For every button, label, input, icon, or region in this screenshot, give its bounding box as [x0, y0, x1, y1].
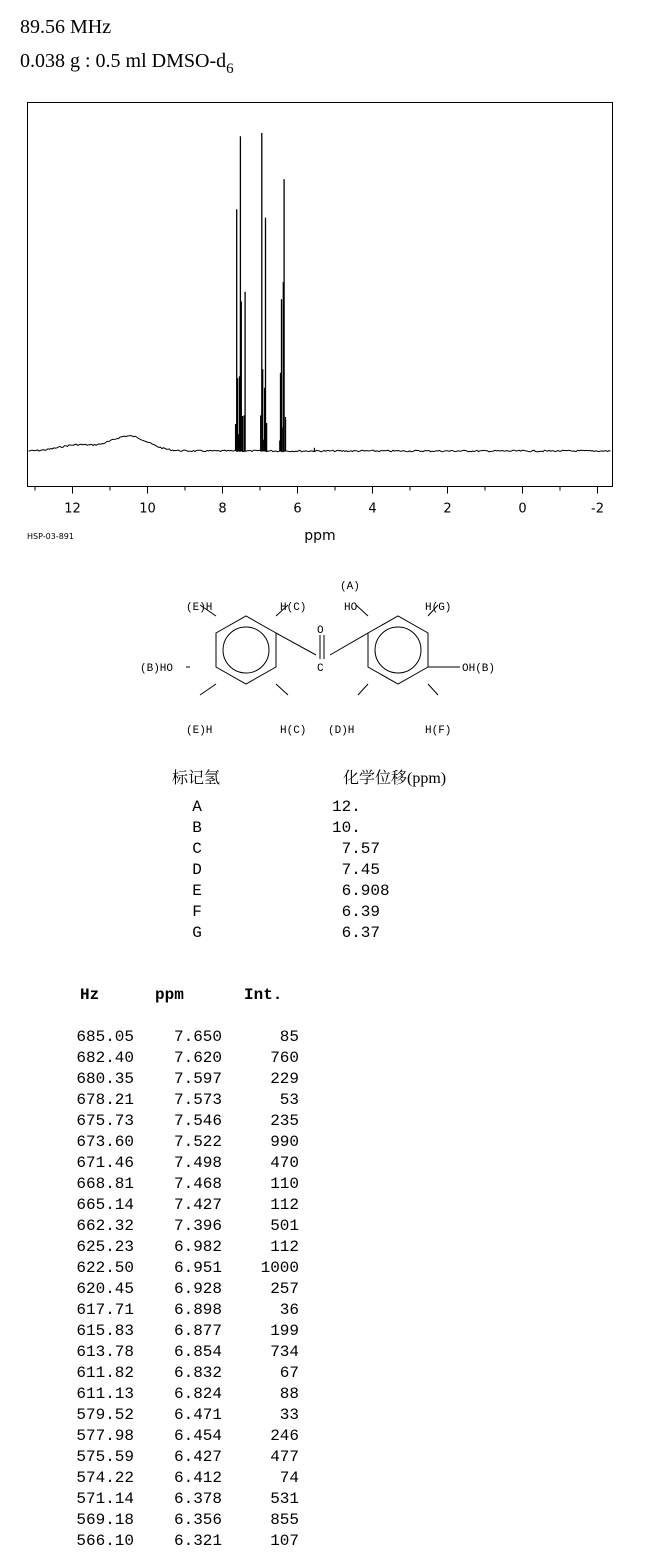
left-ring-aromatic-circle [223, 627, 269, 673]
right-benzene-ring [368, 616, 428, 684]
peak-intensity: 199 [270, 1322, 299, 1340]
peak-ppm: 7.498 [173, 1154, 222, 1172]
label-b-ho: (B)HO [140, 663, 174, 675]
label-oh-b: OH(B) [462, 663, 496, 675]
peak-intensity: 33 [279, 1406, 299, 1424]
peak-hz: 622.50 [76, 1259, 134, 1277]
peak-hz: 579.52 [76, 1406, 134, 1424]
x-axis-ticks [35, 487, 598, 494]
peak-ppm: 7.427 [173, 1196, 222, 1214]
spectrometer-frequency: 89.56 MHz [20, 16, 112, 38]
x-tick-label: 6 [293, 501, 302, 517]
peak-hz: 685.05 [76, 1028, 134, 1046]
peak-hz: 675.73 [76, 1112, 134, 1130]
peak-intensity: 112 [270, 1196, 299, 1214]
peak-ppm: 6.898 [173, 1301, 222, 1319]
peak-hz: 665.14 [76, 1196, 134, 1214]
peak-intensity: 229 [270, 1070, 299, 1088]
label-a: (A) [340, 581, 360, 593]
peak-hz: 625.23 [76, 1238, 134, 1256]
peak-ppm: 7.597 [173, 1070, 222, 1088]
peak-intensity: 36 [279, 1301, 299, 1319]
x-tick-label: -2 [591, 501, 604, 517]
x-tick-label: 12 [64, 501, 81, 517]
peak-ppm: 6.854 [173, 1343, 222, 1361]
peak-hz: 671.46 [76, 1154, 134, 1172]
shift-label: C [192, 840, 202, 858]
peak-ppm: 7.468 [173, 1175, 222, 1193]
label-h-f: H(F) [425, 725, 452, 737]
sample-subscript: 6 [226, 61, 234, 77]
peak-ppm: 6.982 [173, 1238, 222, 1256]
peak-hz: 662.32 [76, 1217, 134, 1235]
label-d-h: (D)H [328, 725, 355, 737]
peak-table-header-int: Int. [244, 986, 283, 1004]
peak-ppm: 7.396 [173, 1217, 222, 1235]
chemical-structure [130, 575, 530, 750]
peak-hz: 577.98 [76, 1427, 134, 1445]
peak-intensity: 53 [279, 1091, 299, 1109]
shift-table-header-shift: 化学位移(ppm) [343, 770, 447, 787]
peak-ppm: 7.522 [173, 1133, 222, 1151]
nmr-spectrum-chart [0, 90, 652, 550]
peak-hz: 575.59 [76, 1448, 134, 1466]
shift-value: 6.39 [332, 903, 381, 921]
peak-intensity: 734 [270, 1343, 299, 1361]
x-tick-label: 2 [443, 501, 452, 517]
peak-intensity: 855 [270, 1511, 299, 1529]
peak-intensity: 501 [270, 1217, 299, 1235]
x-tick-label: 10 [139, 501, 156, 517]
peak-intensity: 470 [270, 1154, 299, 1172]
shift-value: 12. [332, 798, 361, 816]
peak-hz: 611.82 [76, 1364, 134, 1382]
spectrum-peaks [236, 133, 315, 451]
peak-ppm: 7.546 [173, 1112, 222, 1130]
peak-ppm: 6.356 [173, 1511, 222, 1529]
bond-right-carbonyl [330, 633, 368, 655]
bond-left-carbonyl [276, 633, 316, 655]
peak-ppm: 6.412 [173, 1469, 222, 1487]
shift-label: F [192, 903, 202, 921]
sample-description [20, 50, 234, 77]
x-axis-tick-labels [64, 502, 604, 517]
x-tick-label: 8 [218, 501, 227, 517]
peak-hz: 615.83 [76, 1322, 134, 1340]
peak-hz: 680.35 [76, 1070, 134, 1088]
peak-ppm: 6.928 [173, 1280, 222, 1298]
peak-ppm: 6.378 [173, 1490, 222, 1508]
bond-c-bottom [276, 684, 288, 695]
peak-intensity: 246 [270, 1427, 299, 1445]
shift-label: D [192, 861, 202, 879]
bond-d-h [358, 684, 368, 695]
peak-ppm: 6.877 [173, 1322, 222, 1340]
peak-hz: 569.18 [76, 1511, 134, 1529]
shift-value: 7.45 [332, 861, 381, 879]
peak-intensity: 531 [270, 1490, 299, 1508]
x-axis-label: ppm [304, 528, 336, 544]
right-ring-aromatic-circle [375, 627, 421, 673]
peak-intensity: 74 [279, 1469, 299, 1487]
x-tick-label: 4 [368, 501, 377, 517]
label-ho-a: HO [344, 602, 358, 614]
spectrum-code: HSP-03-891 [27, 532, 74, 541]
shift-value: 10. [332, 819, 361, 837]
shift-value: 7.57 [332, 840, 381, 858]
peak-ppm: 7.620 [173, 1049, 222, 1067]
label-c: C [317, 663, 324, 675]
sample-text: 0.038 g : 0.5 ml DMSO-d [20, 50, 227, 72]
peak-ppm: 6.471 [173, 1406, 222, 1424]
peak-intensity: 110 [270, 1175, 299, 1193]
peak-intensity: 1000 [260, 1259, 299, 1277]
peak-intensity: 990 [270, 1133, 299, 1151]
peak-hz: 682.40 [76, 1049, 134, 1067]
peak-hz: 668.81 [76, 1175, 134, 1193]
peak-hz: 617.71 [76, 1301, 134, 1319]
peak-intensity: 760 [270, 1049, 299, 1067]
peak-ppm: 7.573 [173, 1091, 222, 1109]
shift-table-header-label: 标记氢 [172, 770, 221, 787]
peak-ppm: 6.427 [173, 1448, 222, 1466]
peak-intensity: 235 [270, 1112, 299, 1130]
label-h-c-top: H(C) [280, 602, 307, 614]
peak-hz: 571.14 [76, 1490, 134, 1508]
peak-hz: 673.60 [76, 1133, 134, 1151]
peak-intensity: 112 [270, 1238, 299, 1256]
label-e-top: (E)H [186, 602, 213, 614]
bond-h-f [428, 684, 438, 695]
label-h-c-bottom: H(C) [280, 725, 307, 737]
shift-label: G [192, 924, 202, 942]
left-benzene-ring [216, 616, 276, 684]
shift-label: A [192, 798, 202, 816]
label-h-g: H(G) [425, 602, 452, 614]
peak-hz: 611.13 [76, 1385, 134, 1403]
shift-label: B [192, 819, 202, 837]
label-e-bottom: (E)H [186, 725, 213, 737]
bond-e-bottom [200, 684, 216, 695]
x-tick-label: 0 [518, 501, 527, 517]
bond-ho-a [356, 605, 368, 616]
peak-ppm: 7.650 [173, 1028, 222, 1046]
plot-frame [28, 103, 613, 487]
shift-value: 6.37 [332, 924, 381, 942]
peak-table-header-ppm: ppm [155, 986, 184, 1004]
peak-table-header-hz: Hz [80, 986, 100, 1004]
peak-ppm: 6.321 [173, 1532, 222, 1550]
spectrum-baseline [29, 436, 611, 452]
peak-hz: 620.45 [76, 1280, 134, 1298]
peak-ppm: 6.454 [173, 1427, 222, 1445]
peak-intensity: 477 [270, 1448, 299, 1466]
peak-ppm: 6.824 [173, 1385, 222, 1403]
peak-ppm: 6.832 [173, 1364, 222, 1382]
peak-intensity: 85 [279, 1028, 299, 1046]
peak-intensity: 257 [270, 1280, 299, 1298]
label-o: O [317, 625, 324, 637]
peak-intensity: 107 [270, 1532, 299, 1550]
peak-ppm: 6.951 [173, 1259, 222, 1277]
peak-hz: 613.78 [76, 1343, 134, 1361]
shift-value: 6.908 [332, 882, 390, 900]
peak-intensity: 67 [279, 1364, 299, 1382]
shift-label: E [192, 882, 202, 900]
peak-hz: 678.21 [76, 1091, 134, 1109]
peak-intensity: 88 [279, 1385, 299, 1403]
peak-hz: 574.22 [76, 1469, 134, 1487]
peak-hz: 566.10 [76, 1532, 134, 1550]
